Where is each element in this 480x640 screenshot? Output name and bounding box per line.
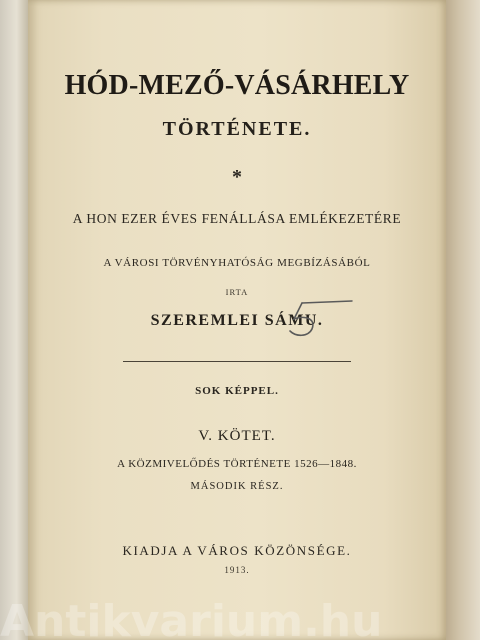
right-cover-edge bbox=[444, 0, 480, 640]
handwritten-pencil-note bbox=[286, 297, 366, 341]
publisher-line: KIADJA A VÁROS KÖZÖNSÉGE. bbox=[122, 543, 352, 558]
volume-part: MÁSODIK RÉSZ. bbox=[190, 481, 284, 492]
author-name: SZEREMLEI SÁMU. bbox=[150, 312, 324, 329]
left-page-edge bbox=[0, 0, 30, 640]
title-page bbox=[28, 0, 446, 640]
book-title: HÓD-MEZŐ-VÁSÁRHELY bbox=[64, 70, 410, 101]
watermark-text: Antikvarium.hu bbox=[0, 596, 383, 640]
by-line: IRTA bbox=[225, 287, 249, 297]
divider-rule bbox=[123, 361, 351, 362]
illustrations-note: SOK KÉPPEL. bbox=[195, 385, 279, 397]
volume-label: V. KÖTET. bbox=[198, 428, 276, 444]
publication-year: 1913. bbox=[224, 565, 250, 575]
book-subtitle: TÖRTÉNETE. bbox=[162, 118, 312, 140]
volume-topic: A KÖZMIVELŐDÉS TÖRTÉNETE 1526—1848. bbox=[117, 458, 357, 470]
ornament-asterisk: * bbox=[232, 166, 242, 188]
commission-line: A VÁROSI TÖRVÉNYHATÓSÁG MEGBÍZÁSÁBÓL bbox=[103, 257, 371, 269]
dedication-line: A HON EZER ÉVES FENÁLLÁSA EMLÉKEZETÉRE bbox=[72, 211, 402, 226]
